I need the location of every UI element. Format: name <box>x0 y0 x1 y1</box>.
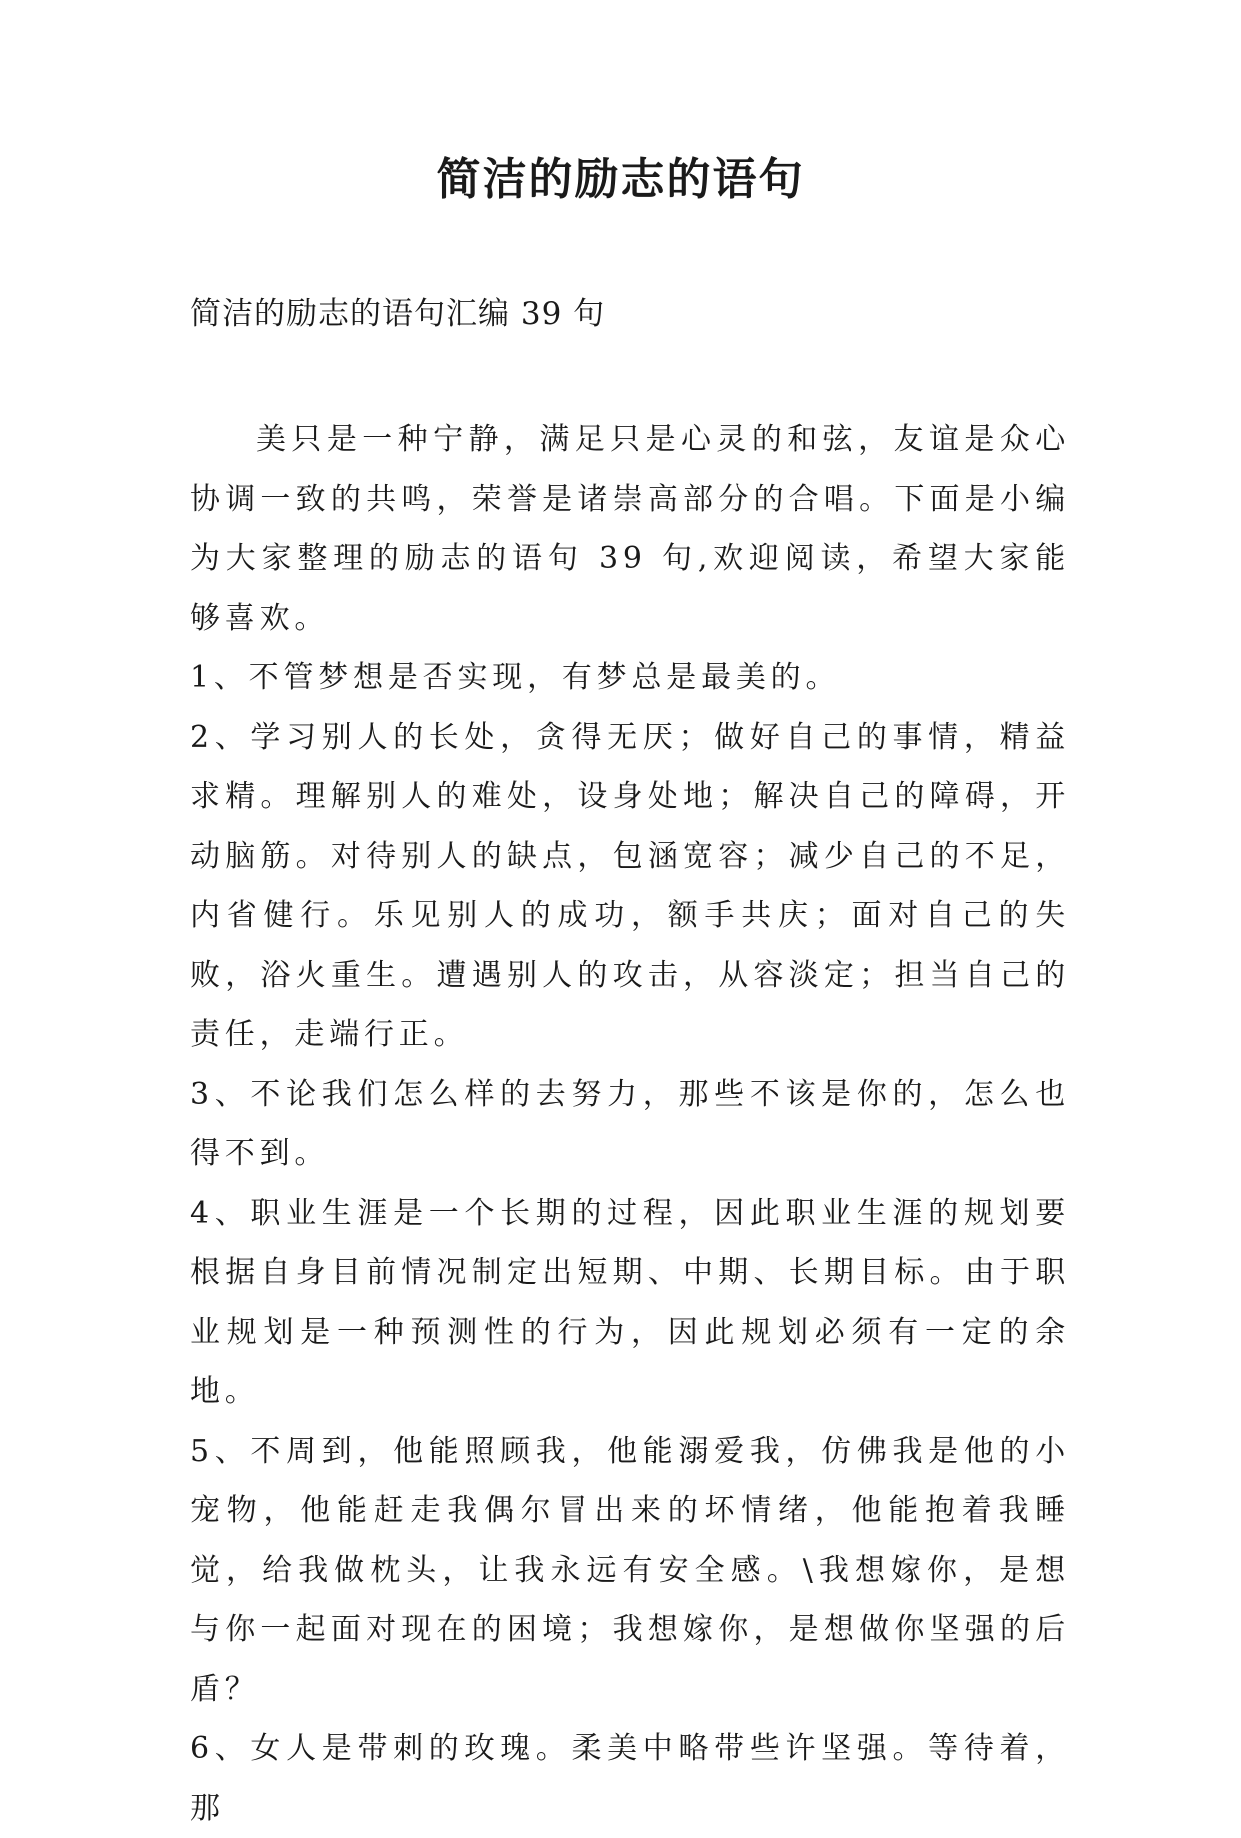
document-title: 简洁的励志的语句 <box>436 154 805 205</box>
intro-paragraph: 美只是一种宁静，满足只是心灵的和弦，友谊是众心协调一致的共鸣，荣誉是诸崇高部分的合唱。下面是小编为大家整理的励志的语句 39 句,欢迎阅读，希望大家能够喜欢。 <box>190 422 1070 636</box>
list-item: 1、不管梦想是否实现，有梦总是最美的。 <box>190 660 841 695</box>
document-body <box>190 410 1070 1838</box>
list-item: 3、不论我们怎么样的去努力，那些不该是你的，怎么也得不到。 <box>190 1076 1070 1171</box>
list-item: 4、职业生涯是一个长期的过程，因此职业生涯的规划要根据自身目前情况制定出短期、中期、长期目标。由于职业规划是一种预测性的行为，因此规划必须有一定的余地。 <box>190 1195 1070 1409</box>
list-item: 5、不周到，他能照顾我，他能溺爱我，仿佛我是他的小宠物，他能赶走我偶尔冒出来的坏情绪，他能抱着我睡觉，给我做枕头，让我永远有安全感。\我想嫁你，是想与你一起面对现在的困境；我想嫁你，是想做你坚强的后盾？ <box>190 1433 1070 1707</box>
document-subtitle: 简洁的励志的语句汇编 39 句 <box>190 296 606 332</box>
list-item: 6、女人是带刺的玫瑰。柔美中略带些许坚强。等待着，那 <box>190 1731 1070 1826</box>
list-item: 2、学习别人的长处，贪得无厌；做好自己的事情，精益求精。理解别人的难处，设身处地；解决自己的障碍，开动脑筋。对待别人的缺点，包涵宽容；减少自己的不足，内省健行。乐见别人的成功，额手共庆；面对自己的失败，浴火重生。遭遇别人的攻击，从容淡定；担当自己的责任，走端行正。 <box>190 719 1070 1052</box>
